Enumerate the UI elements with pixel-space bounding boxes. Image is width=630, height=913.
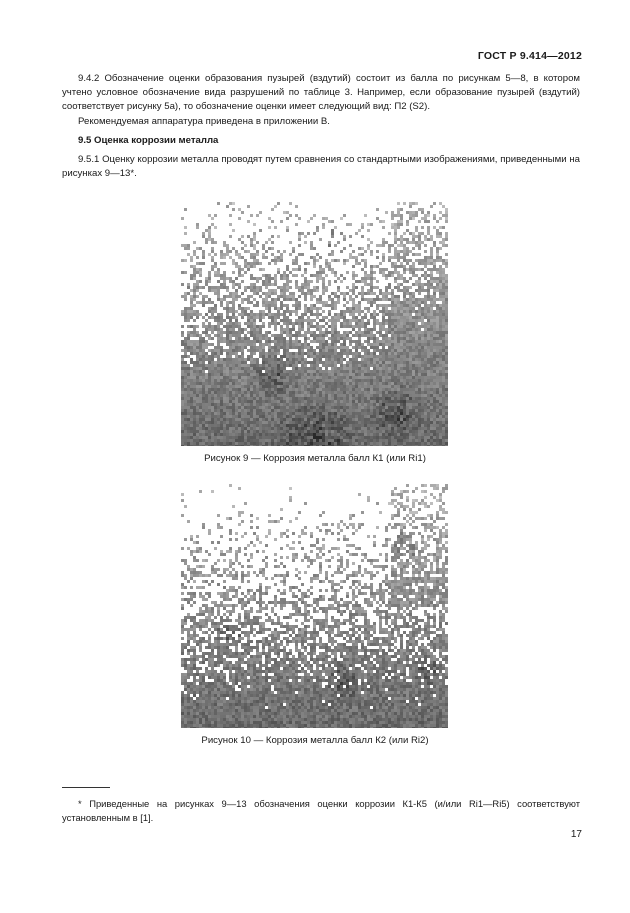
figure-caption-10: Рисунок 10 — Коррозия металла балл К2 (или Ri2) <box>201 735 429 746</box>
corrosion-figure-k1 <box>181 202 448 446</box>
body-text <box>62 72 580 181</box>
footnote <box>62 797 580 825</box>
figure-caption-9: Рисунок 9 — Коррозия металла балл К1 (или Ri1) <box>204 453 426 464</box>
footnote-text: * Приведенные на рисунках 9—13 обозначения оценки коррозии К1-К5 (и/или Ri1—Ri5) соответствуют установленным в [1]. <box>62 798 580 823</box>
corrosion-texture-k1 <box>181 202 448 446</box>
document-header: ГОСТ Р 9.414—2012 <box>477 50 582 62</box>
paragraph-9-4-2: 9.4.2 Обозначение оценки образования пузырей (вздутий) состоит из балла по рисункам 5—8, в котором учтено условное обозначение вида разрушений по таблице 3. Например, если образование пузырей (вздутий) соответствует рисунку 5а), то обозначение оценки имеет следующий вид: П2 (S2). <box>62 73 580 113</box>
paragraph-9-5-1: 9.5.1 Оценку коррозии металла проводят путем сравнения со стандартными изображениями, приведенными на рисунках 9—13*. <box>62 154 580 180</box>
page-number: 17 <box>570 829 582 840</box>
section-heading-9-5: 9.5 Оценка коррозии металла <box>78 134 219 146</box>
corrosion-figure-k2 <box>181 484 448 728</box>
corrosion-texture-k2 <box>181 484 448 728</box>
footnote-divider <box>62 787 110 788</box>
paragraph-apparatus: Рекомендуемая аппаратура приведена в приложении В. <box>78 115 330 127</box>
